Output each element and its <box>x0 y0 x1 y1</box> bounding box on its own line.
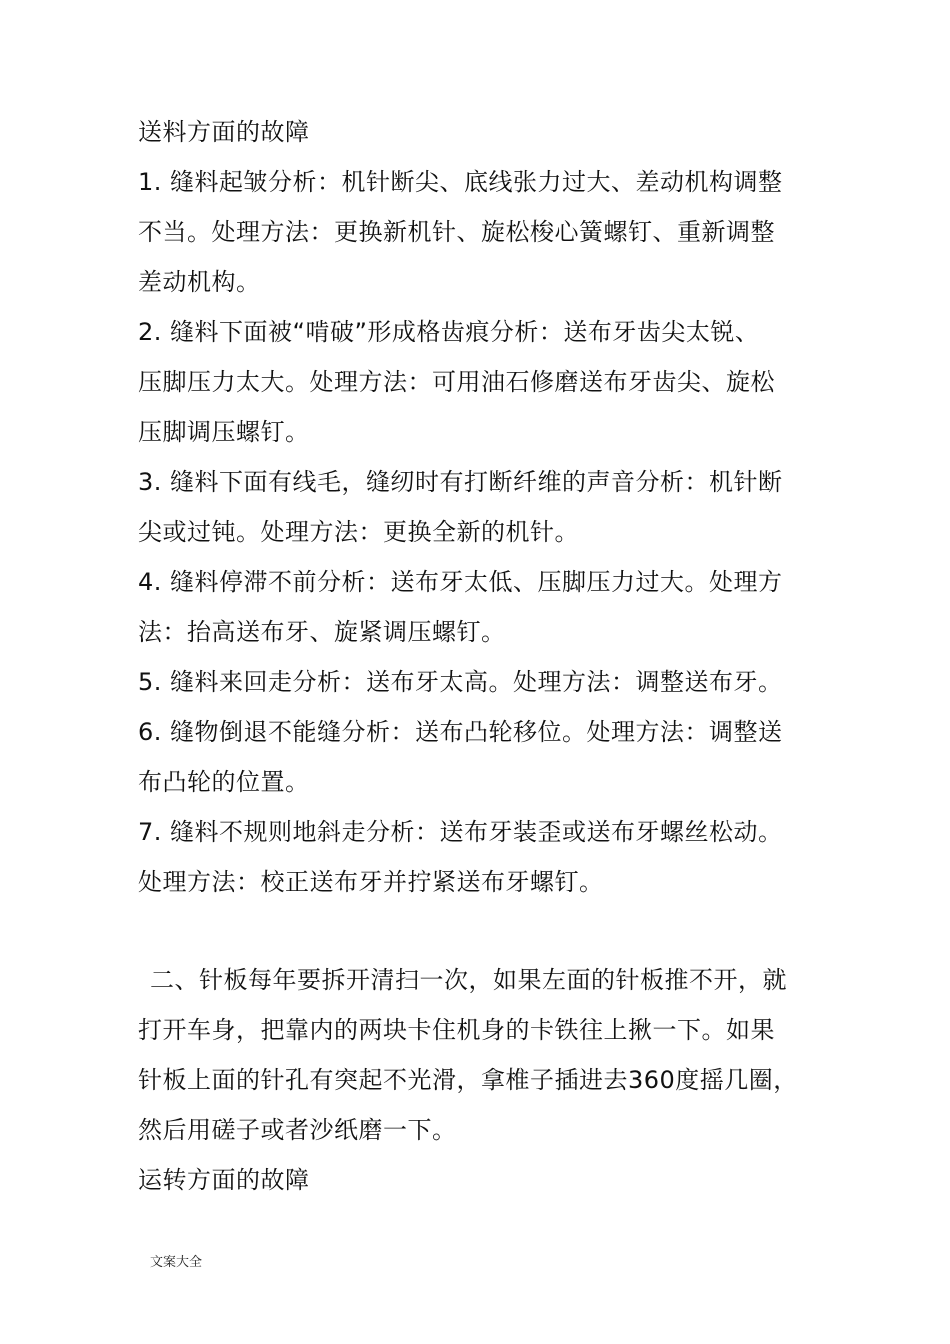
item-1-line-3: 差动机构。 <box>138 268 261 296</box>
footer-text: 文案大全 <box>150 1255 203 1270</box>
item-6-line-2: 布凸轮的位置。 <box>138 768 310 796</box>
section-heading-feed: 送料方面的故障 <box>138 118 310 146</box>
item-1-line-1: 1. 缝料起皱分析：机针断尖、底线张力过大、差动机构调整 <box>138 168 783 196</box>
item-3-line-2: 尖或过钝。处理方法：更换全新的机针。 <box>138 518 579 546</box>
section-two-line-2: 打开车身，把靠内的两块卡住机身的卡铁往上揪一下。如果 <box>138 1016 775 1044</box>
item-2-line-3: 压脚调压螺钉。 <box>138 418 310 446</box>
item-2-line-2: 压脚压力太大。处理方法：可用油石修磨送布牙齿尖、旋松 <box>138 368 775 396</box>
item-1-line-2: 不当。处理方法：更换新机针、旋松梭心簧螺钉、重新调整 <box>138 218 775 246</box>
item-3-line-1: 3. 缝料下面有线毛，缝纫时有打断纤维的声音分析：机针断 <box>138 468 783 496</box>
section-heading-run: 运转方面的故障 <box>138 1166 310 1194</box>
section-two-line-4: 然后用磋子或者沙纸磨一下。 <box>138 1116 457 1144</box>
item-7-line-1: 7. 缝料不规则地斜走分析：送布牙装歪或送布牙螺丝松动。 <box>138 818 783 846</box>
item-4-line-1: 4. 缝料停滞不前分析：送布牙太低、压脚压力过大。处理方 <box>138 568 783 596</box>
item-4-line-2: 法：抬高送布牙、旋紧调压螺钉。 <box>138 618 506 646</box>
section-two-line-3: 针板上面的针孔有突起不光滑，拿椎子插进去360度摇几圈， <box>138 1066 798 1094</box>
item-5-line-1: 5. 缝料来回走分析：送布牙太高。处理方法：调整送布牙。 <box>138 668 783 696</box>
item-6-line-1: 6. 缝物倒退不能缝分析：送布凸轮移位。处理方法：调整送 <box>138 718 783 746</box>
item-2-line-1: 2. 缝料下面被“啃破”形成格齿痕分析：送布牙齿尖太锐、 <box>138 318 760 346</box>
item-7-line-2: 处理方法：校正送布牙并拧紧送布牙螺钉。 <box>138 868 604 896</box>
section-two-line-1: 二、针板每年要拆开清扫一次，如果左面的针板推不开，就 <box>150 966 787 994</box>
